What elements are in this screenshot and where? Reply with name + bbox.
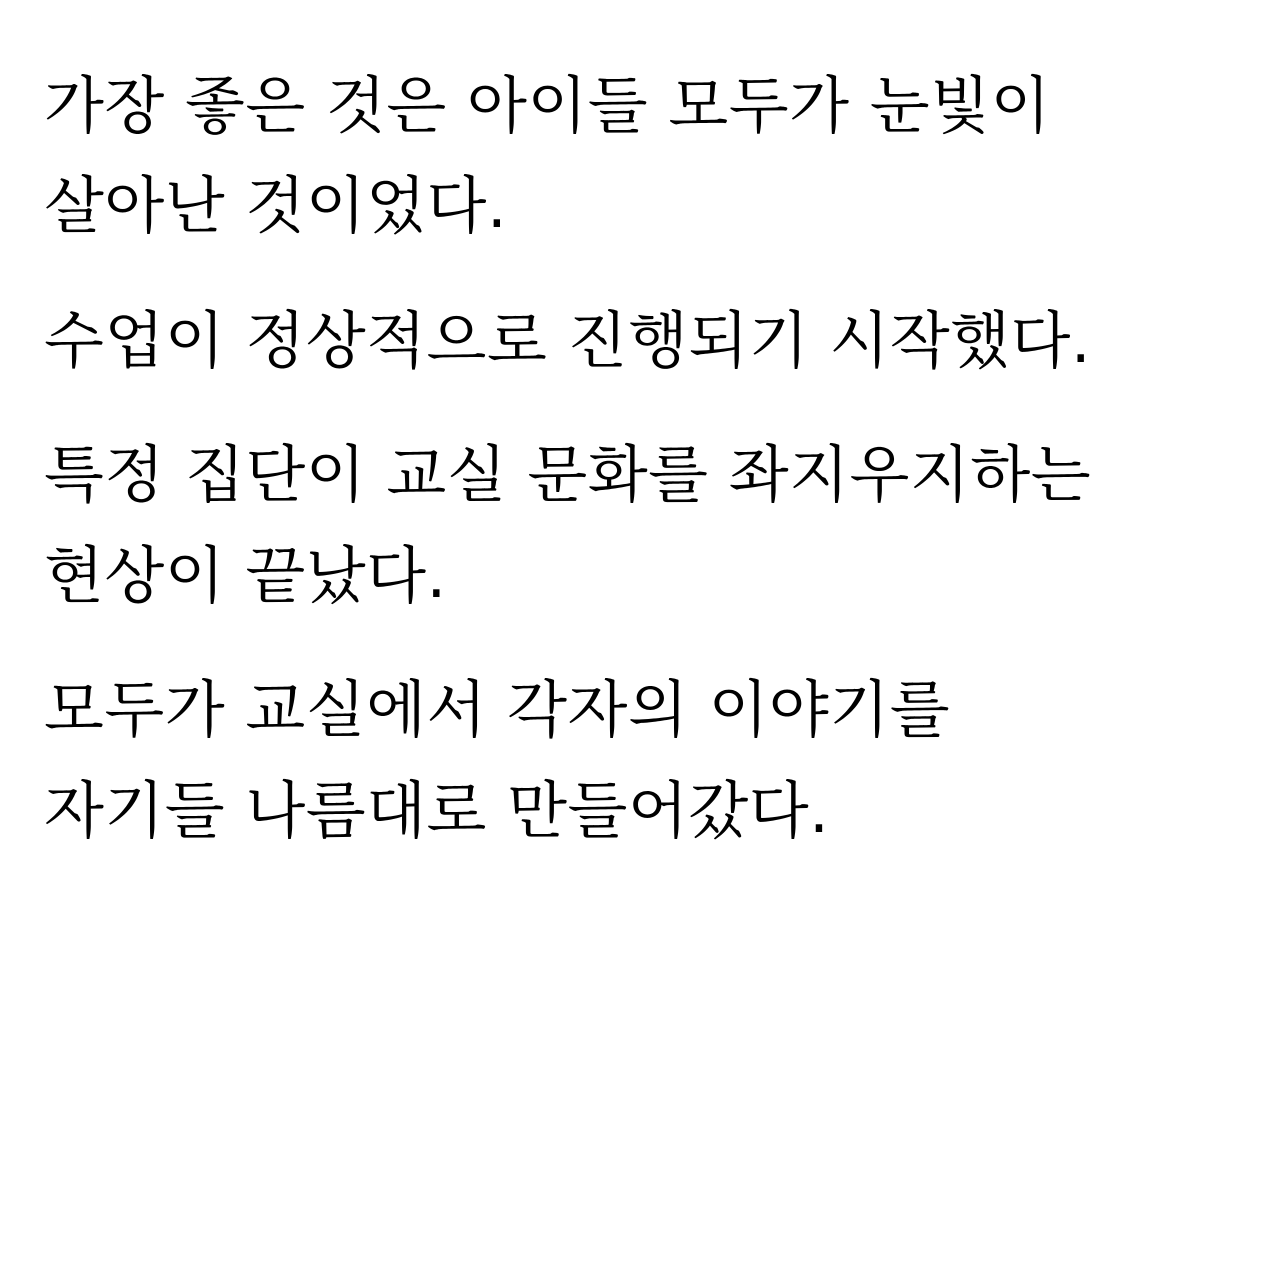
text-line: 특정 집단이 교실 문화를 좌지우지하는: [44, 438, 1092, 512]
text-line: 수업이 정상적으로 진행되기 시작했다.: [44, 303, 1092, 377]
paragraph-1: [44, 56, 1236, 257]
text-line: 가장 좋은 것은 아이들 모두가 눈빛이: [44, 69, 1051, 142]
text-line: 현상이 끝났다.: [44, 538, 447, 612]
text-line: 모두가 교실에서 각자의 이야기를: [44, 673, 951, 747]
paragraph-3: [44, 425, 1236, 626]
paragraph-4: [44, 660, 1236, 861]
text-line: 살아난 것이었다.: [44, 169, 508, 243]
text-line: 자기들 나름대로 만들어갔다.: [44, 773, 830, 847]
paragraph-2: [44, 291, 1236, 391]
